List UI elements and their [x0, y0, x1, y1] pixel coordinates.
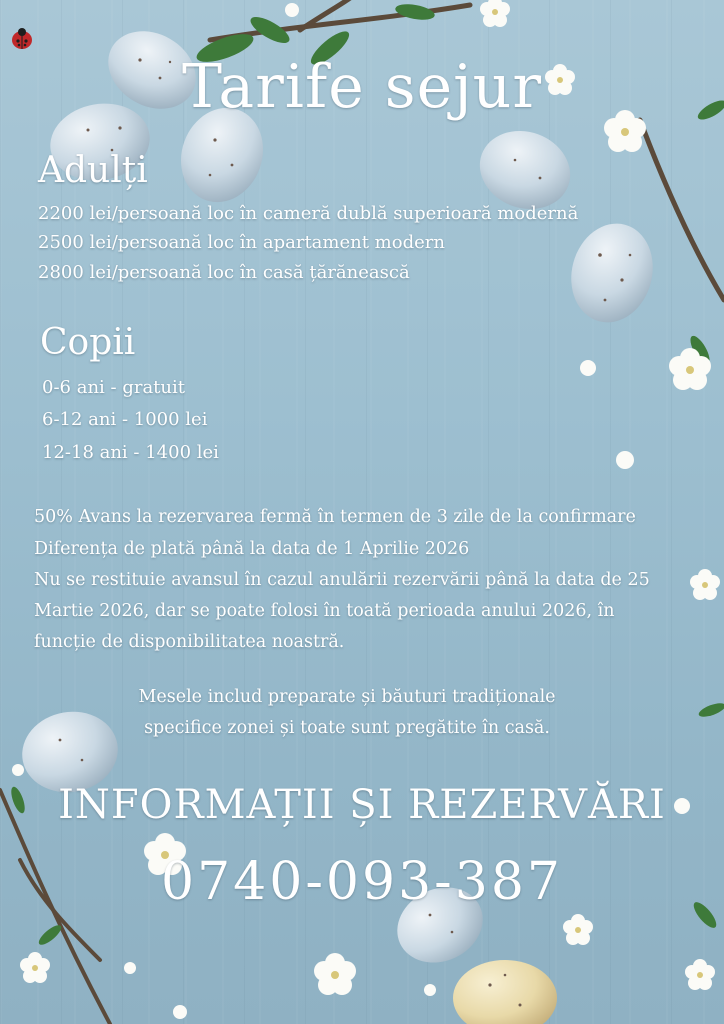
page-title: Tarife sejur: [181, 52, 543, 122]
contact-heading: INFORMAȚII ȘI REZERVĂRI: [58, 782, 666, 828]
terms-line: Diferența de plată până la data de 1 Aprilie 2026: [34, 539, 470, 559]
adults-heading: Adulți: [38, 150, 148, 191]
meals-note: Mesele includ preparate și băuturi tradiționale: [138, 687, 556, 707]
adults-price-line: 2800 lei/persoană loc în casă țărănească: [38, 262, 410, 283]
terms-line: Nu se restituie avansul în cazul anulării rezervării până la data de 25: [34, 570, 650, 590]
terms-line: 50% Avans la rezervarea fermă în termen de 3 zile de la confirmare: [34, 507, 636, 527]
children-price-line: 12-18 ani - 1400 lei: [42, 442, 219, 463]
children-heading: Copii: [40, 322, 136, 363]
phone-number[interactable]: 0740-093-387: [161, 852, 563, 912]
terms-line: Martie 2026, dar se poate folosi în toată perioada anului 2026, în: [34, 601, 615, 621]
terms-line: funcție de disponibilitatea noastră.: [34, 632, 345, 652]
ladybug-icon: [12, 28, 32, 49]
adults-price-line: 2500 lei/persoană loc în apartament modern: [38, 232, 445, 253]
children-price-line: 0-6 ani - gratuit: [42, 377, 185, 398]
children-price-line: 6-12 ani - 1000 lei: [42, 409, 208, 430]
adults-price-line: 2200 lei/persoană loc în cameră dublă superioară modernă: [38, 203, 579, 224]
meals-note: specifice zonei și toate sunt pregătite în casă.: [144, 718, 550, 738]
